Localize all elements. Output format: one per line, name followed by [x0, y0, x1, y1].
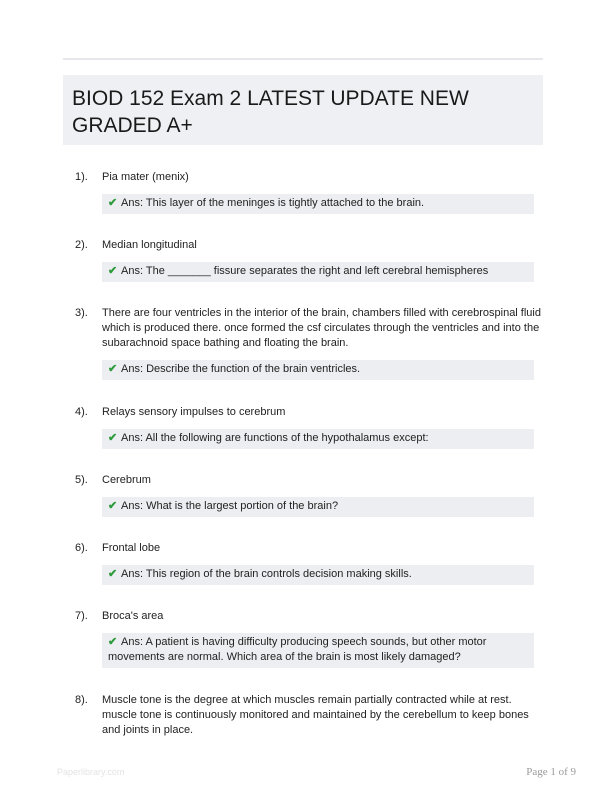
question-number: 3). — [75, 307, 88, 319]
answer-text: Ans: The _______ fissure separates the right and left cerebral hemispheres — [121, 265, 489, 277]
question-text: There are four ventricles in the interior of the brain, chambers filled with cerebrospinal fluid which is produced there. once formed the csf circulates through the ventricles and into the subarachnoid space bathing and floating the brain. — [102, 307, 541, 349]
question-number: 1). — [75, 171, 88, 183]
answer-box — [102, 194, 534, 214]
question-number: 6). — [75, 542, 88, 554]
question-number: 5). — [75, 474, 88, 486]
title-banner — [63, 75, 543, 145]
question-number: 8). — [75, 694, 88, 706]
answer-box — [102, 497, 534, 517]
checkmark-icon: ✔ — [108, 432, 118, 444]
question-text: Pia mater (menix) — [102, 171, 189, 183]
checkmark-icon: ✔ — [108, 265, 118, 277]
answer-text: Ans: This layer of the meninges is tightly attached to the brain. — [121, 197, 425, 209]
question-text: Relays sensory impulses to cerebrum — [102, 406, 286, 418]
answer-box — [102, 633, 534, 668]
page-number: Page 1 of 9 — [526, 766, 576, 778]
top-divider — [63, 58, 543, 60]
question-number: 4). — [75, 406, 88, 418]
checkmark-icon: ✔ — [108, 568, 118, 580]
checkmark-icon: ✔ — [108, 197, 118, 209]
question-text: Median longitudinal — [102, 239, 197, 251]
checkmark-icon: ✔ — [108, 636, 118, 648]
question-text: Broca's area — [102, 610, 164, 622]
page-title: BIOD 152 Exam 2 LATEST UPDATE NEW GRADED A+ — [72, 87, 469, 137]
answer-text: Ans: A patient is having difficulty producing speech sounds, but other motor movements are normal. Which area of the brain is most likely damaged? — [108, 636, 487, 663]
question-text: Muscle tone is the degree at which muscles remain partially contracted while at rest. muscle tone is continuously monitored and maintained by the cerebellum to keep bones and joints in place. — [102, 694, 529, 736]
answer-text: Ans: What is the largest portion of the brain? — [121, 500, 339, 512]
answer-text: Ans: This region of the brain controls decision making skills. — [121, 568, 412, 580]
checkmark-icon: ✔ — [108, 500, 118, 512]
answer-box — [102, 360, 534, 380]
answer-box — [102, 429, 534, 449]
question-text: Frontal lobe — [102, 542, 161, 554]
answer-box — [102, 262, 534, 282]
answer-text: Ans: All the following are functions of the hypothalamus except: — [121, 432, 429, 444]
question-number: 2). — [75, 239, 88, 251]
question-text: Cerebrum — [102, 474, 151, 486]
footer-watermark: Paperlibrary.com — [57, 767, 125, 777]
question-number: 7). — [75, 610, 88, 622]
answer-text: Ans: Describe the function of the brain ventricles. — [121, 363, 361, 375]
checkmark-icon: ✔ — [108, 363, 118, 375]
answer-box — [102, 565, 534, 585]
